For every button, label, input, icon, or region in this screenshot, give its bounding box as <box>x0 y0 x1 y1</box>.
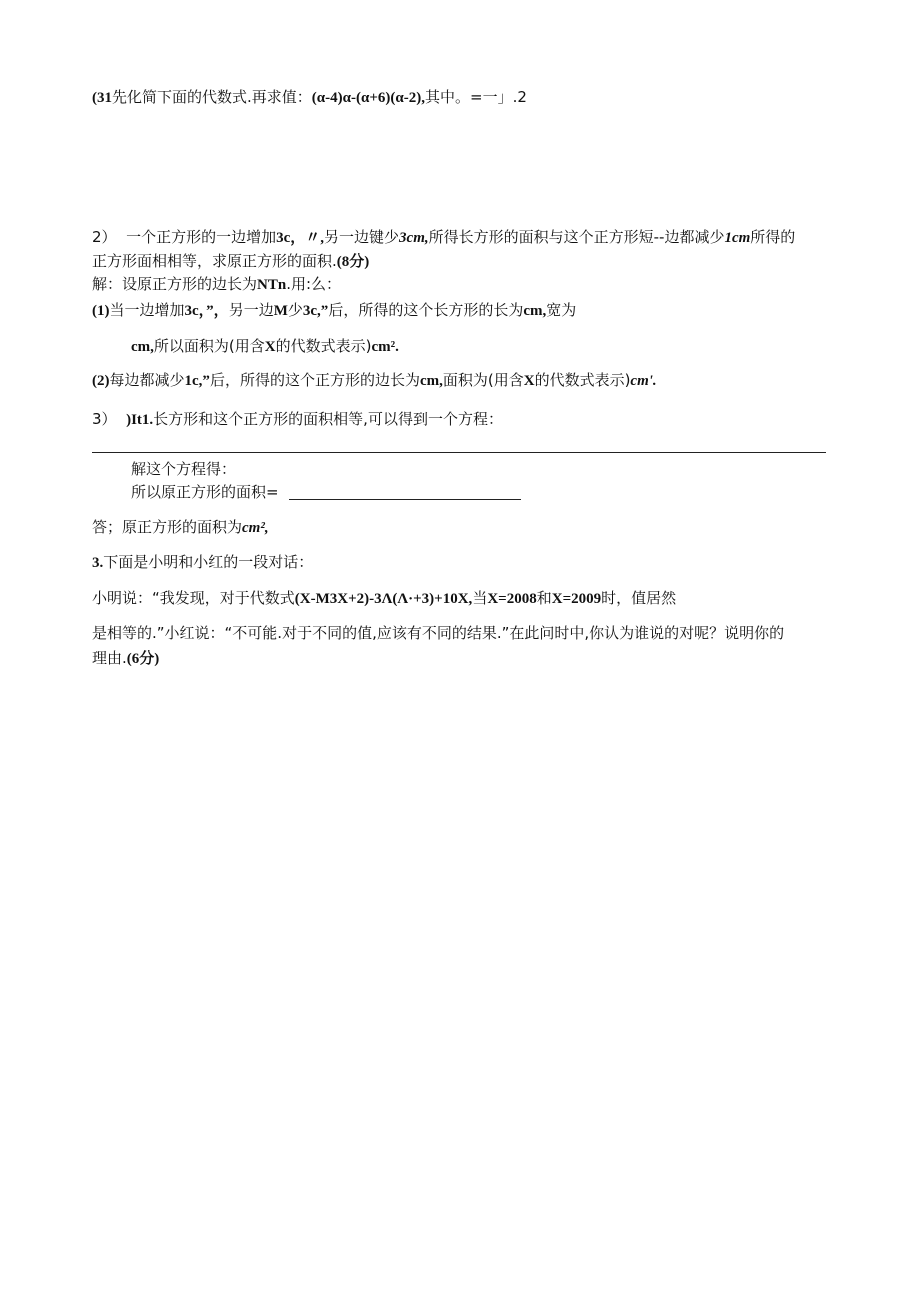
question-2-number: 2） <box>92 228 117 246</box>
solution-intro-b: NTn <box>257 277 287 293</box>
question-2-line-2 <box>92 251 369 272</box>
step-2 <box>92 370 657 391</box>
step-1-i: 宽为 <box>546 301 577 319</box>
step-2-a: 每边都减少 <box>109 371 185 389</box>
q2-text-a: 一个正方形的一边增加 <box>126 228 277 246</box>
step-1-f: 3c,” <box>302 303 329 319</box>
step-1-n: cm². <box>371 339 399 355</box>
step-1-h: cm, <box>523 303 547 319</box>
solve-equation-text: 解这个方程得： <box>131 460 237 478</box>
question-3-number: 3. <box>92 555 104 571</box>
step-1-d: M <box>273 303 288 319</box>
step-1-l: X <box>264 339 276 355</box>
step-1-c: 另一边 <box>228 301 274 319</box>
question-31 <box>92 87 527 108</box>
q3-l2-e: 和 <box>536 589 552 607</box>
step-1-number: (1) <box>92 303 110 319</box>
original-area-line <box>131 482 279 502</box>
q3-value-2008: X=2008 <box>487 591 537 607</box>
q2-line2-text: 正方形面相相等，求原正方形的面积. <box>92 252 337 270</box>
question-31-expression: (α-4)α-(α+6)(α-2), <box>311 90 426 106</box>
question-2-line-1 <box>92 227 795 248</box>
question-31-text: 先化简下面的代数式.再求值： <box>112 88 312 106</box>
q2-text-e: 所得长方形的面积与这个正方形短--边都减少 <box>428 228 725 246</box>
question-31-condition: 其中。=一」.2 <box>425 88 527 106</box>
area-answer-blank <box>289 499 521 500</box>
q2-score: (8分) <box>336 254 370 270</box>
step-2-h: cm'. <box>630 373 657 389</box>
step-1-a: 当一边增加 <box>109 301 185 319</box>
step-3 <box>92 409 503 430</box>
question-3-line-4 <box>92 648 159 669</box>
step-3-b: 长方形和这个正方形的面积相等,可以得到一个方程： <box>153 410 503 428</box>
question-3-line-3 <box>92 623 784 643</box>
step-1-line-2 <box>131 336 399 357</box>
step-1-e: 少 <box>287 301 303 319</box>
solution-intro <box>92 274 341 295</box>
q2-text-d: 3cm, <box>399 230 429 246</box>
question-3-line-2 <box>92 588 676 609</box>
question-31-number: (31 <box>92 90 112 106</box>
step-1-k: 所以面积为(用含 <box>153 337 265 355</box>
answer-text: 答；原正方形的面积为 <box>92 518 243 536</box>
step-3-a: )It1. <box>126 412 154 428</box>
q3-l2-g: 时，值居然 <box>601 589 677 607</box>
answer-unit: cm², <box>242 520 269 536</box>
step-2-f: X <box>523 373 535 389</box>
step-1-m: 的代数式表示) <box>275 337 372 355</box>
q2-text-g: 所得的 <box>750 228 796 246</box>
q3-score: (6分) <box>126 651 160 667</box>
step-2-b: 1c,” <box>184 373 210 389</box>
step-1-j: cm, <box>131 339 154 355</box>
solve-equation-line <box>131 459 236 479</box>
step-2-number: (2) <box>92 373 110 389</box>
step-1-g: 后，所得的这个长方形的长为 <box>328 301 524 319</box>
original-area-text: 所以原正方形的面积= <box>131 483 279 501</box>
step-1-b: 3c，”， <box>184 303 229 319</box>
step-3-number: 3） <box>92 410 117 428</box>
solution-intro-a: 解：设原正方形的边长为 <box>92 275 258 293</box>
q3-l2-c: 当 <box>472 589 488 607</box>
step-2-e: 面积为(用含 <box>442 371 524 389</box>
answer-line <box>92 517 269 538</box>
question-3-intro: 下面是小明和小红的一段对话： <box>103 553 314 571</box>
solution-intro-c: .用:么： <box>286 275 342 293</box>
question-3-line-1 <box>92 552 313 573</box>
q3-reason: 理由. <box>92 649 127 667</box>
q3-dialogue: 是相等的.”小红说：“不可能.对于不同的值,应该有不同的结果.”在此问时中,你认为谁说的对呢？说明你的 <box>92 624 785 642</box>
step-1-line-1 <box>92 300 576 321</box>
q3-l2-a: 小明说：“我发现，对于代数式 <box>92 589 295 607</box>
step-2-g: 的代数式表示) <box>534 371 631 389</box>
step-2-c: 后，所得的这个正方形的边长为 <box>209 371 420 389</box>
q2-text-c: 另一边键少 <box>324 228 400 246</box>
equation-answer-line <box>92 452 826 453</box>
q2-text-b: 3c，〃, <box>276 230 325 246</box>
q3-value-2009: X=2009 <box>551 591 602 607</box>
q3-expression: (X-M3X+2)-3Λ(Λ·+3)+10X, <box>294 591 473 607</box>
step-2-d: cm, <box>419 373 443 389</box>
q2-text-f: 1cm <box>724 230 751 246</box>
